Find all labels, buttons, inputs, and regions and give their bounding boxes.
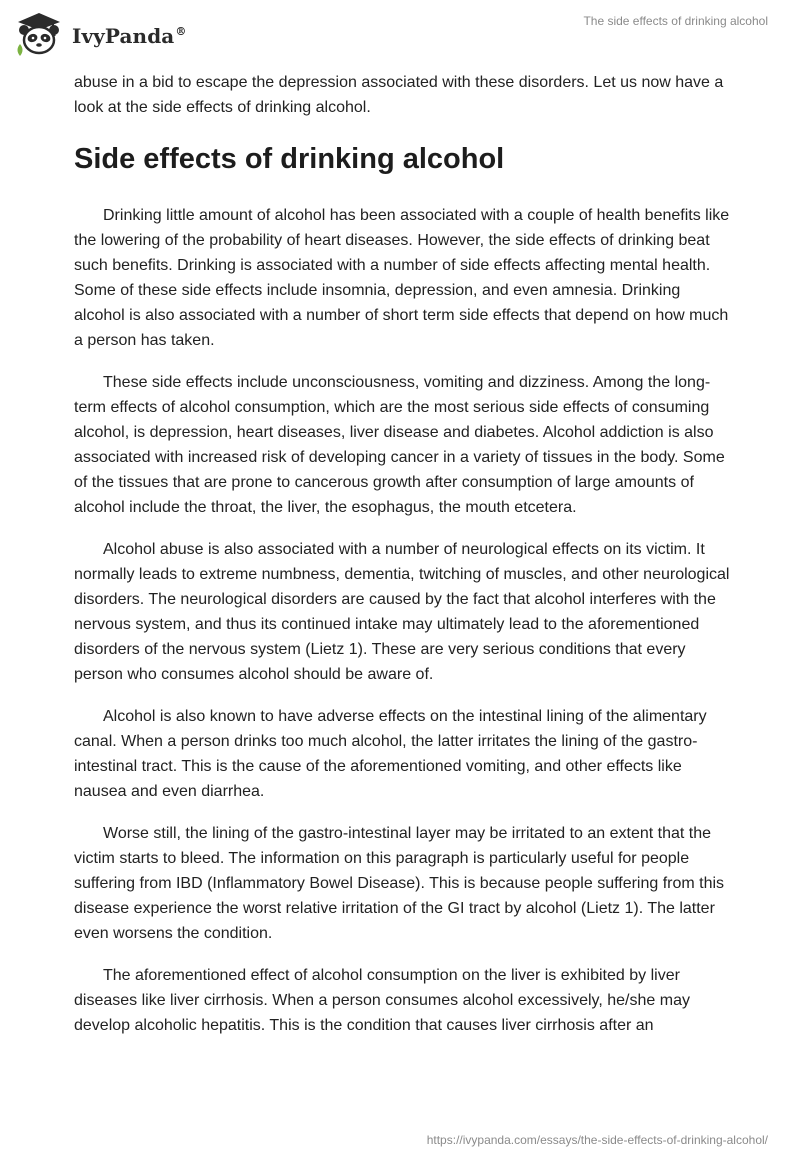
panda-graduate-icon (14, 10, 64, 58)
article-body (74, 70, 734, 1055)
paragraph: These side effects include unconsciousness, vomiting and dizziness. Among the long-term effects of alcohol consumption, which are the most serious side effects of consuming alcohol, is depression, heart diseases, liver disease and diabetes. Alcohol addiction is also associated with increased risk of developing cancer in a variety of tissues in the body. Some of the tissues that are prone to cancerous growth after consumption of large amounts of alcohol include the throat, the liver, the esophagus, the mouth etcetera. (74, 374, 725, 516)
paragraph: Worse still, the lining of the gastro-intestinal layer may be irritated to an extent that the victim starts to bleed. The information on this paragraph is particularly useful for people suffering from IBD (Inflammatory Bowel Disease). This is because people suffering from this disease experience the worst relative irritation of the GI tract by alcohol (Lietz 1). The latter even worsens the condition. (74, 825, 725, 942)
paragraph: The aforementioned effect of alcohol consumption on the liver is exhibited by liver diseases like liver cirrhosis. When a person consumes alcohol excessively, he/she may develop alcoholic hepatitis. This is the condition that causes liver cirrhosis after an (74, 967, 690, 1034)
ivypanda-logo[interactable] (14, 10, 186, 58)
brand-name: IvyPanda® (72, 24, 187, 48)
paragraph: Alcohol is also known to have adverse effects on the intestinal lining of the alimentary canal. When a person drinks too much alcohol, the latter irritates the lining of the gastro-intestinal tract. This is the cause of the aforementioned vomiting, and other effects like nausea and even diarrhea. (74, 708, 707, 800)
page-header (0, 0, 800, 64)
section-heading: Side effects of drinking alcohol (74, 143, 505, 175)
paragraph: Drinking little amount of alcohol has been associated with a couple of health benefits like the lowering of the probability of heart diseases. However, the side effects of drinking beat such benefits. Drinking is associated with a number of side effects affecting mental health. Some of these side effects include insomnia, depression, and even amnesia. Drinking alcohol is also associated with a number of short term side effects that depend on how much a person has taken. (74, 207, 730, 349)
document-title: The side effects of drinking alcohol (583, 14, 768, 28)
intro-paragraph: abuse in a bid to escape the depression associated with these disorders. Let us now have a look at the side effects of drinking alcohol. (74, 74, 724, 116)
source-url[interactable]: https://ivypanda.com/essays/the-side-effects-of-drinking-alcohol/ (426, 1133, 768, 1147)
paragraph: Alcohol abuse is also associated with a number of neurological effects on its victim. It normally leads to extreme numbness, dementia, twitching of muscles, and other neurological disorders. The neurological disorders are caused by the fact that alcohol interferes with the nervous system, and thus its continued intake may ultimately lead to the aforementioned disorders of the nervous system (Lietz 1). These are very serious conditions that every person who consumes alcohol should be aware of. (74, 541, 730, 683)
